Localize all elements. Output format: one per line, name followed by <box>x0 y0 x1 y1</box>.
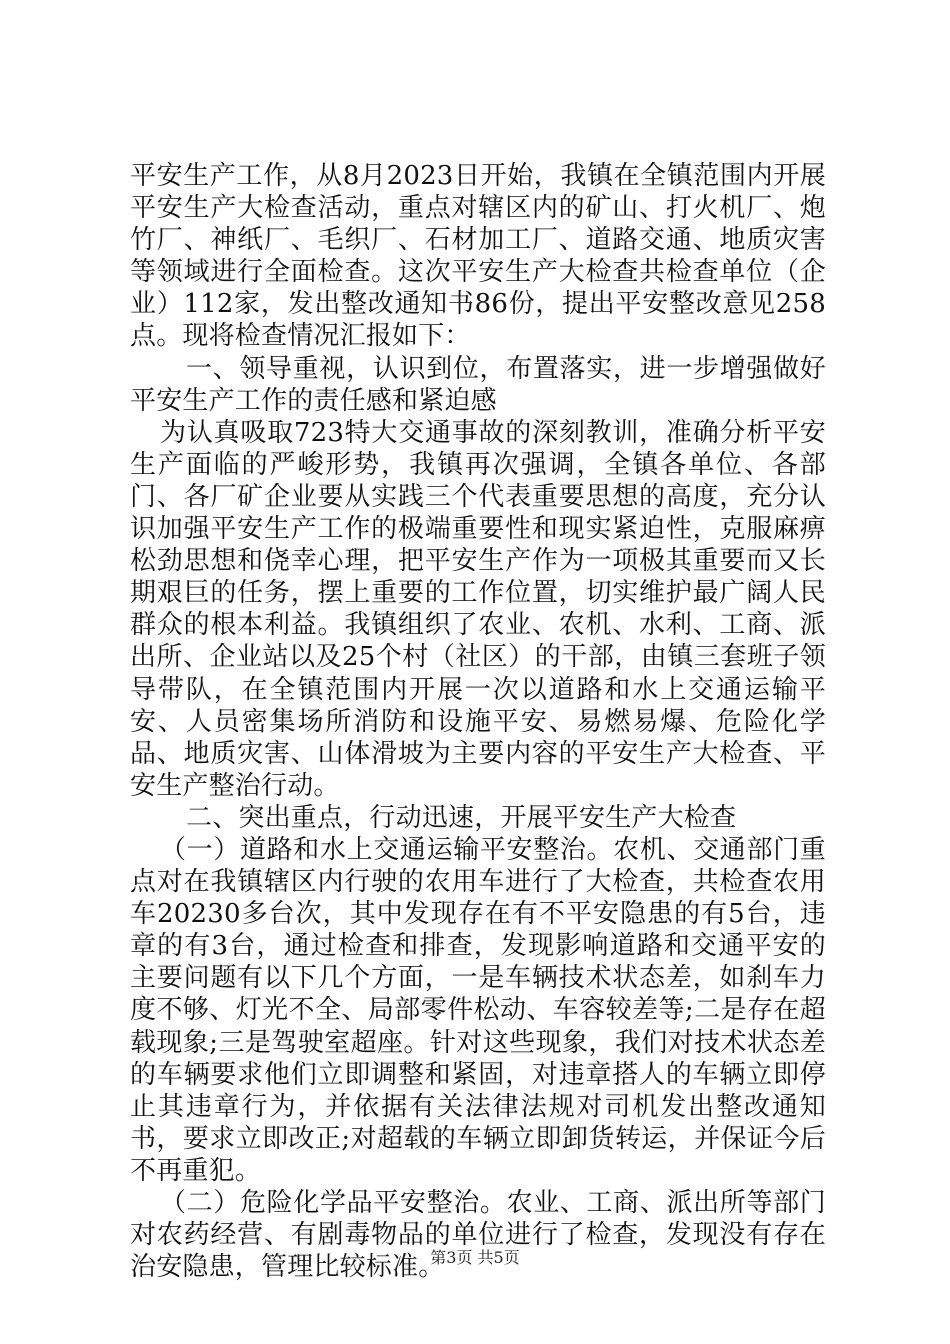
page-number-footer: 第3页 共5页 <box>430 1248 520 1267</box>
paragraph-intro: 平安生产工作，从8月2023日开始，我镇在全镇范围内开展平安生产大检查活动，重点对辖区内的矿山、打火机厂、炮竹厂、神纸厂、毛织厂、石材加工厂、道路交通、地质灾害等领域进行全面检查。这次平安生产大检查共检查单位（企业）112家，发出整改通知书86份，提出平安整改意见258点。现将检查情况汇报如下： <box>130 161 826 352</box>
document-body <box>130 160 826 1283</box>
paragraph-subsection-2: （二）危险化学品平安整治。农业、工商、派出所等部门对农药经营、有剧毒物品的单位进行了检查，发现没有存在治安隐患，管理比较标准。 <box>130 1188 826 1283</box>
section-heading-2: 二、突出重点，行动迅速，开展平安生产大检查 <box>186 802 737 833</box>
paragraph-section-1: 为认真吸取723特大交通事故的深刻教训，准确分析平安生产面临的严峻形势，我镇再次强调，全镇各单位、各部门、各厂矿企业要从实践三个代表重要思想的高度，充分认识加强平安生产工作的极端重要性和现实紧迫性，克服麻痹松劲思想和侥幸心理，把平安生产作为一项极其重要而又长期艰巨的任务，摆上重要的工作位置，切实维护最广阔人民群众的根本利益。我镇组织了农业、农机、水利、工商、派出所、企业站以及25个村（社区）的干部，由镇三套班子领导带队，在全镇范围内开展一次以道路和水上交通运输平安、人员密集场所消防和设施平安、易燃易爆、危险化学品、地质灾害、山体滑坡为主要内容的平安生产大检查、平安生产整治行动。 <box>130 417 826 801</box>
paragraph-subsection-1: （一）道路和水上交通运输平安整治。农机、交通部门重点对在我镇辖区内行驶的农用车进行了大检查，共检查农用车20230多台次，其中发现存在有不平安隐患的有5台，违章的有3台，通过检查和排查，发现影响道路和交通平安的主要问题有以下几个方面，一是车辆技术状态差，如刹车力度不够、灯光不全、局部零件松动、车容较差等;二是存在超载现象;三是驾驶室超座。针对这些现象，我们对技术状态差的车辆要求他们立即调整和紧固，对违章搭人的车辆立即停止其违章行为，并依据有关法律法规对司机发出整改通知书，要求立即改正;对超载的车辆立即卸货转运，并保证今后不再重犯。 <box>130 834 826 1186</box>
section-heading-1: 一、领导重视，认识到位，布置落实，进一步增强做好平安生产工作的责任感和紧迫感 <box>130 353 826 416</box>
